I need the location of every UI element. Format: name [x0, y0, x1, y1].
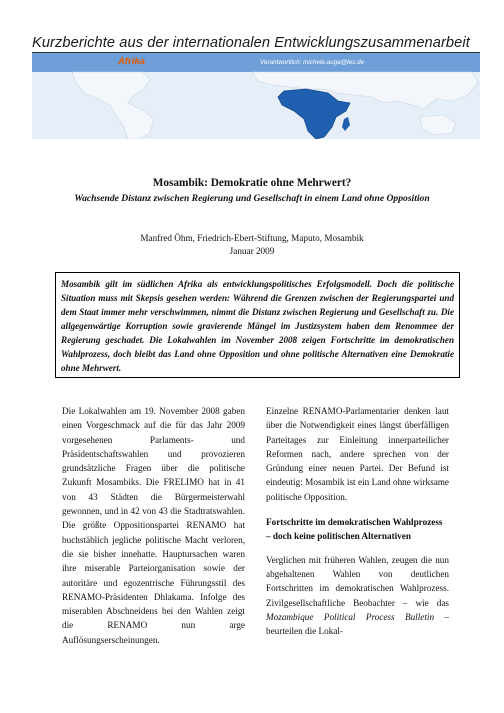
region-label: Afrika [118, 56, 145, 67]
article-subtitle: Wachsende Distanz zwischen Regierung und Gesellschaft in einem Land ohne Opposition [74, 193, 430, 204]
world-map-graphic [32, 53, 480, 139]
responsible-contact[interactable]: Verantwortlich: michele.auga@fes.de [260, 59, 365, 66]
body-text: Verglichen mit früheren Wahlen, zeugen die nun abgehaltenen Wahlen von deutlichen Fortschritten im demokratischen Wahlprozess. Zivilgesellschaftliche Beobachter – wie das [266, 554, 449, 608]
body-text: – beurteilen die Lokal- [266, 611, 449, 637]
series-title: Kurzberichte aus der internationalen Entwicklungszusammenarbeit [32, 35, 470, 51]
left-column [62, 404, 245, 674]
body-paragraph [266, 553, 449, 639]
section-heading: Fortschritte im demokratischen Wahlprozess – doch keine politischen Alternativen [266, 517, 443, 542]
abstract-box: Mosambik gilt im südlichen Afrika als entwicklungspolitisches Erfolgsmodell. Doch die politische Situation muss mit Skepsis gesehen werden: Während die Grenzen zwischen der Regierungspartei und dem Staat immer mehr verschwimmen, nimmt die Distanz zwischen Regierung und Gesellschaft zu. Die allgegenwärtige Korruption sowie gravierende Mängel im Justizsystem haben dem Renommee der Regierung geschadet. Die Lokalwahlen im November 2008 zeigen Fortschritte im demokratischen Wahlprozess, doch bleibt das Land ohne Opposition und ohne politische Alternativen eine Demokratie ohne Mehrwert. [55, 272, 460, 378]
body-paragraph: Die Lokalwahlen am 19. November 2008 gaben einen Vorgeschmack auf die für das Jahr 2009 vorgesehenen Parlaments- und Präsidentschaftswahlen und provozieren grundsätzliche Fragen über die politische Zukunft Mosambiks. Die FRELIMO hat in 41 von 43 Städten die Bürgermeisterwahl gewonnen, und in 42 von 43 die Stadtratswahlen. Die größte Oppositionspartei RENAMO hat buchstäblich jegliche politische Macht verloren, die sie bisher innehatte. Hauptursachen waren ihre miserable Parteiorganisation sowie der autoritäre und egozentrische Führungsstil des RENAMO-Präsidenten Dhlakama. Infolge des miserablen Abschneidens bei den Wahlen zeigt die RENAMO nun arge Auflösungserscheinungen. [62, 406, 245, 645]
publication-name: Mozambique Political Process Bulletin [266, 611, 435, 622]
right-column [266, 404, 449, 679]
publication-date: Januar 2009 [229, 246, 275, 256]
author-line: Manfred Öhm, Friedrich-Ebert-Stiftung, Maputo, Mosambik [140, 233, 364, 243]
ocean-band [32, 53, 480, 72]
article-title: Mosambik: Demokratie ohne Mehrwert? [152, 177, 352, 189]
world-map-banner [32, 53, 480, 139]
body-paragraph: Einzelne RENAMO-Parlamentarier denken laut über die Notwendigkeit eines längst überfälligen Parteitages zur Einleitung innerparteilicher Reformen nach, andere sprechen von der Gründung einer neuen Partei. Der Befund ist eindeutig: Mosambik ist ein Land ohne wirksame politische Opposition. [266, 406, 449, 502]
